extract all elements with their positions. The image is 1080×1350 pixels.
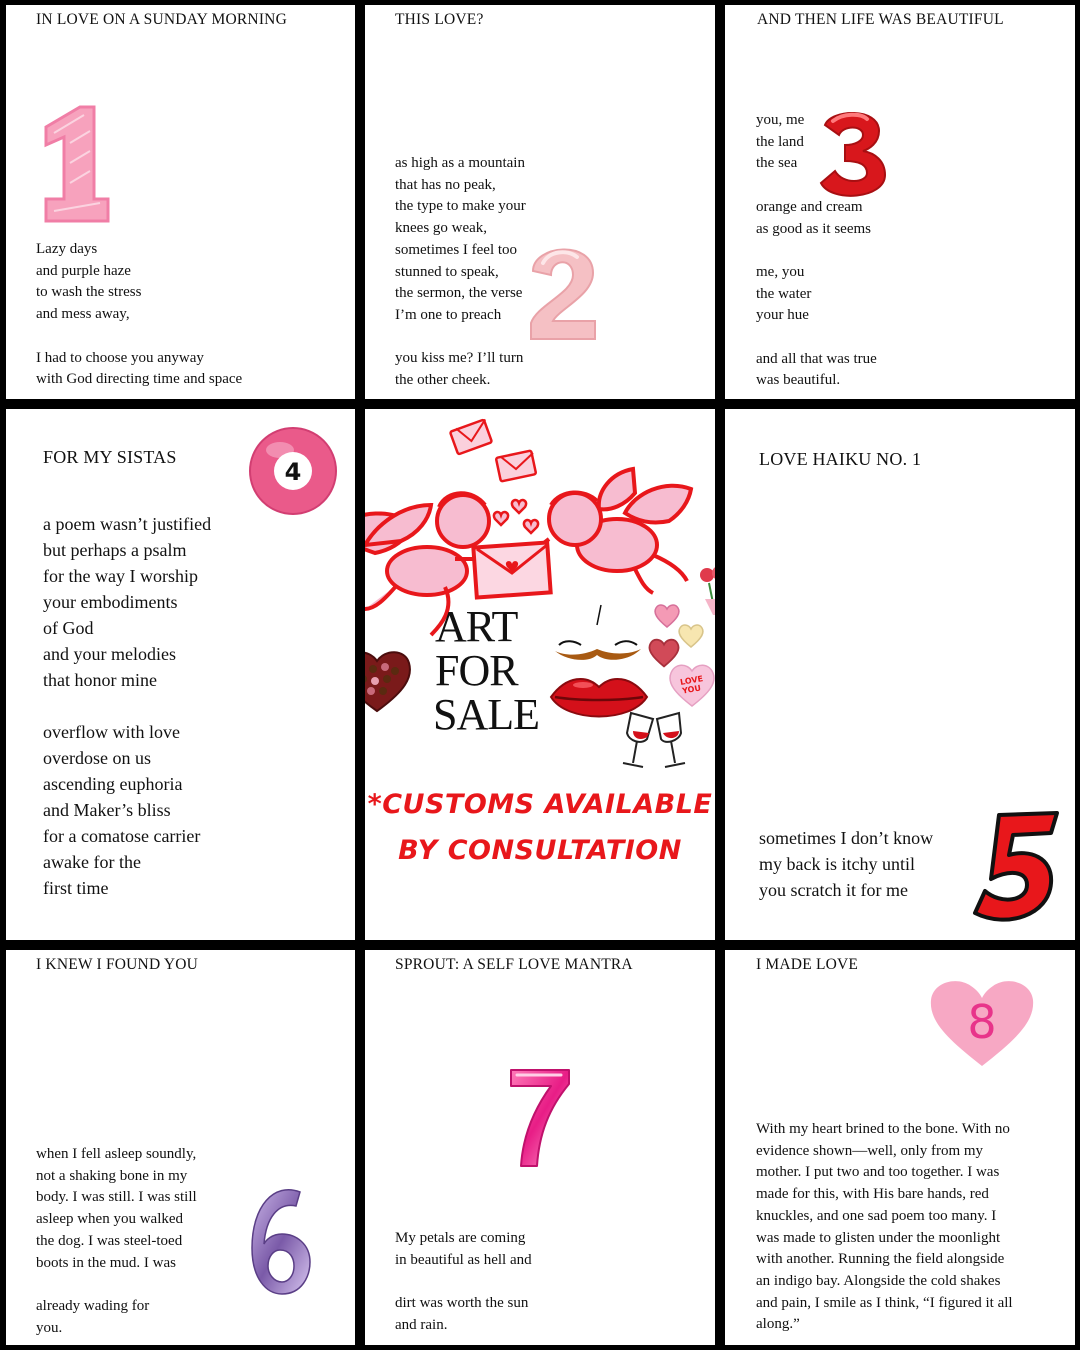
panel-6 — [6, 950, 355, 1345]
wine-glasses-icon — [619, 705, 689, 777]
panel-center-art-for-sale — [365, 409, 715, 940]
panel-8 — [725, 950, 1075, 1345]
panel-6-title: I KNEW I FOUND YOU — [36, 956, 199, 973]
panel-4-poem: a poem wasn’t justified but perhaps a psalm for the way I worship your embodiments of God and your melodies that honor mine overflow with love overdose on us ascending euphoria and Maker’s bliss for a comatose carrier awake for the first time — [43, 514, 212, 898]
panel-1-title: IN LOVE ON A SUNDAY MORNING — [36, 11, 287, 28]
panel-7 — [365, 950, 715, 1345]
panel-5-title: LOVE HAIKU NO. 1 — [759, 449, 922, 469]
panel-2-title: THIS LOVE? — [395, 11, 484, 28]
panel-1 — [6, 5, 355, 399]
candy-text-you: YOU — [681, 683, 702, 696]
candy-text-love: LOVE — [679, 674, 704, 687]
number-4-text: 4 — [284, 458, 302, 486]
panel-4 — [6, 409, 355, 940]
art-label: ART — [435, 602, 518, 651]
panel-4-title: FOR MY SISTAS — [43, 447, 177, 467]
for-label: FOR — [435, 646, 518, 695]
panel-3-title: AND THEN LIFE WAS BEAUTIFUL — [757, 11, 1004, 28]
rose-bouquet-icon — [695, 563, 715, 623]
customs-available-text: *CUSTOMS AVAILABLE — [367, 789, 713, 820]
panel-8-title: I MADE LOVE — [756, 956, 859, 973]
number-2-icon — [523, 235, 603, 345]
panel-5-poem: sometimes I don’t know my back is itchy until you scratch it for me — [759, 828, 934, 900]
number-8-text: 8 — [967, 995, 997, 1049]
number-4-ball-icon — [248, 426, 338, 516]
number-6-icon — [244, 1182, 316, 1300]
panel-3 — [725, 5, 1075, 399]
candy-heart-love-you-icon — [667, 661, 715, 709]
number-5-icon — [969, 809, 1061, 927]
panel-6-poem: when I fell asleep soundly, not a shaking bone in my body. I was still. I was still asleep when you walked the dog. I was steel-toed boots in the mud. I was already wading for you. — [36, 1146, 197, 1336]
chocolate-box-icon — [365, 647, 413, 715]
panel-5 — [725, 409, 1075, 940]
panel-7-title: SPROUT: A SELF LOVE MANTRA — [395, 956, 633, 973]
panel-8-poem: With my heart brined to the bone. With no evidence shown—well, only from my mother. I put two and too together. I was made for this, with His bare hands, red knuckles, and one sad poem too many. I was made to glisten under the moonlight with another. Running the field alongside an indigo bay. Alongside the cold shakes and pain, I smile as I think, “I figured it all along.” — [756, 1121, 1013, 1333]
cherubs-with-letter-icon — [365, 449, 695, 644]
panel-7-poem: My petals are coming in beautiful as hell and dirt was worth the sun and rain. — [395, 1230, 532, 1333]
number-8-heart-icon — [927, 976, 1037, 1068]
panel-2 — [365, 5, 715, 399]
number-3-icon — [817, 107, 889, 199]
panel-1-poem: Lazy days and purple haze to wash the stress and mess away, I had to choose you anyway with God directing time and space — [36, 241, 243, 388]
number-7-icon — [505, 1064, 575, 1172]
panel-2-poem: as high as a mountain that has no peak, the type to make your knees go weak, sometimes I feel too stunned to speak, the sermon, the verse I’m one to preach you kiss me? I’ll turn the other cheek. — [395, 155, 526, 389]
nose-mustache-icon — [545, 601, 645, 671]
panel-3-poem: you, me the land the sea orange and cream as good as it seems me, you the water your hue and all that was true was beautiful. — [756, 112, 877, 389]
by-consultation-text: BY CONSULTATION — [398, 835, 682, 866]
candy-heart-icon — [677, 623, 705, 649]
number-1-icon — [34, 103, 114, 228]
sale-label: SALE — [433, 690, 539, 739]
